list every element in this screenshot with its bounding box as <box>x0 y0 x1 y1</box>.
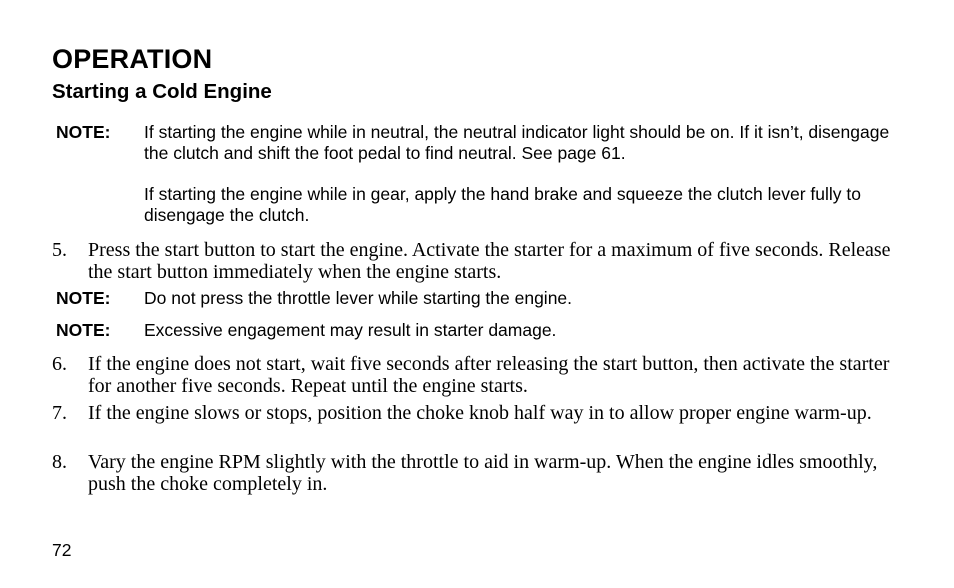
section-title: OPERATION <box>52 44 213 74</box>
note-paragraph: Excessive engagement may result in starter damage. <box>144 320 557 340</box>
note-starter-damage <box>56 320 896 341</box>
step-8 <box>52 451 902 495</box>
step-text: If the engine does not start, wait five seconds after releasing the start button, then activate the starter for another five seconds. Repeat until the engine starts. <box>88 353 890 397</box>
note-body <box>144 320 896 341</box>
note-paragraph: If starting the engine while in neutral, the neutral indicator light should be on. If it isn’t, disengage the clutch and shift the foot pedal to find neutral. See page 61. <box>144 122 890 163</box>
step-number: 7. <box>52 402 67 424</box>
step-6 <box>52 353 902 397</box>
subsection-title: Starting a Cold Engine <box>52 80 272 103</box>
note-neutral-gear <box>56 122 896 226</box>
note-paragraph: Do not press the throttle lever while starting the engine. <box>144 288 573 308</box>
step-number: 8. <box>52 451 67 473</box>
note-label: NOTE: <box>56 288 111 308</box>
step-5 <box>52 239 902 283</box>
note-body <box>144 288 896 309</box>
note-label: NOTE: <box>56 122 111 142</box>
step-number: 5. <box>52 239 67 261</box>
note-body <box>144 122 896 226</box>
step-text: If the engine slows or stops, position the choke knob half way in to allow proper engine warm-up. <box>88 402 872 424</box>
step-text: Vary the engine RPM slightly with the throttle to aid in warm-up. When the engine idles smoothly, push the choke completely in. <box>88 451 878 495</box>
step-text: Press the start button to start the engine. Activate the starter for a maximum of five seconds. Release the start button immediately when the engine starts. <box>88 239 891 283</box>
step-7 <box>52 402 902 424</box>
note-throttle <box>56 288 896 309</box>
page-number: 72 <box>52 540 72 560</box>
note-paragraph: If starting the engine while in gear, apply the hand brake and squeeze the clutch lever fully to disengage the clutch. <box>144 184 861 225</box>
step-number: 6. <box>52 353 67 375</box>
note-label: NOTE: <box>56 320 111 340</box>
